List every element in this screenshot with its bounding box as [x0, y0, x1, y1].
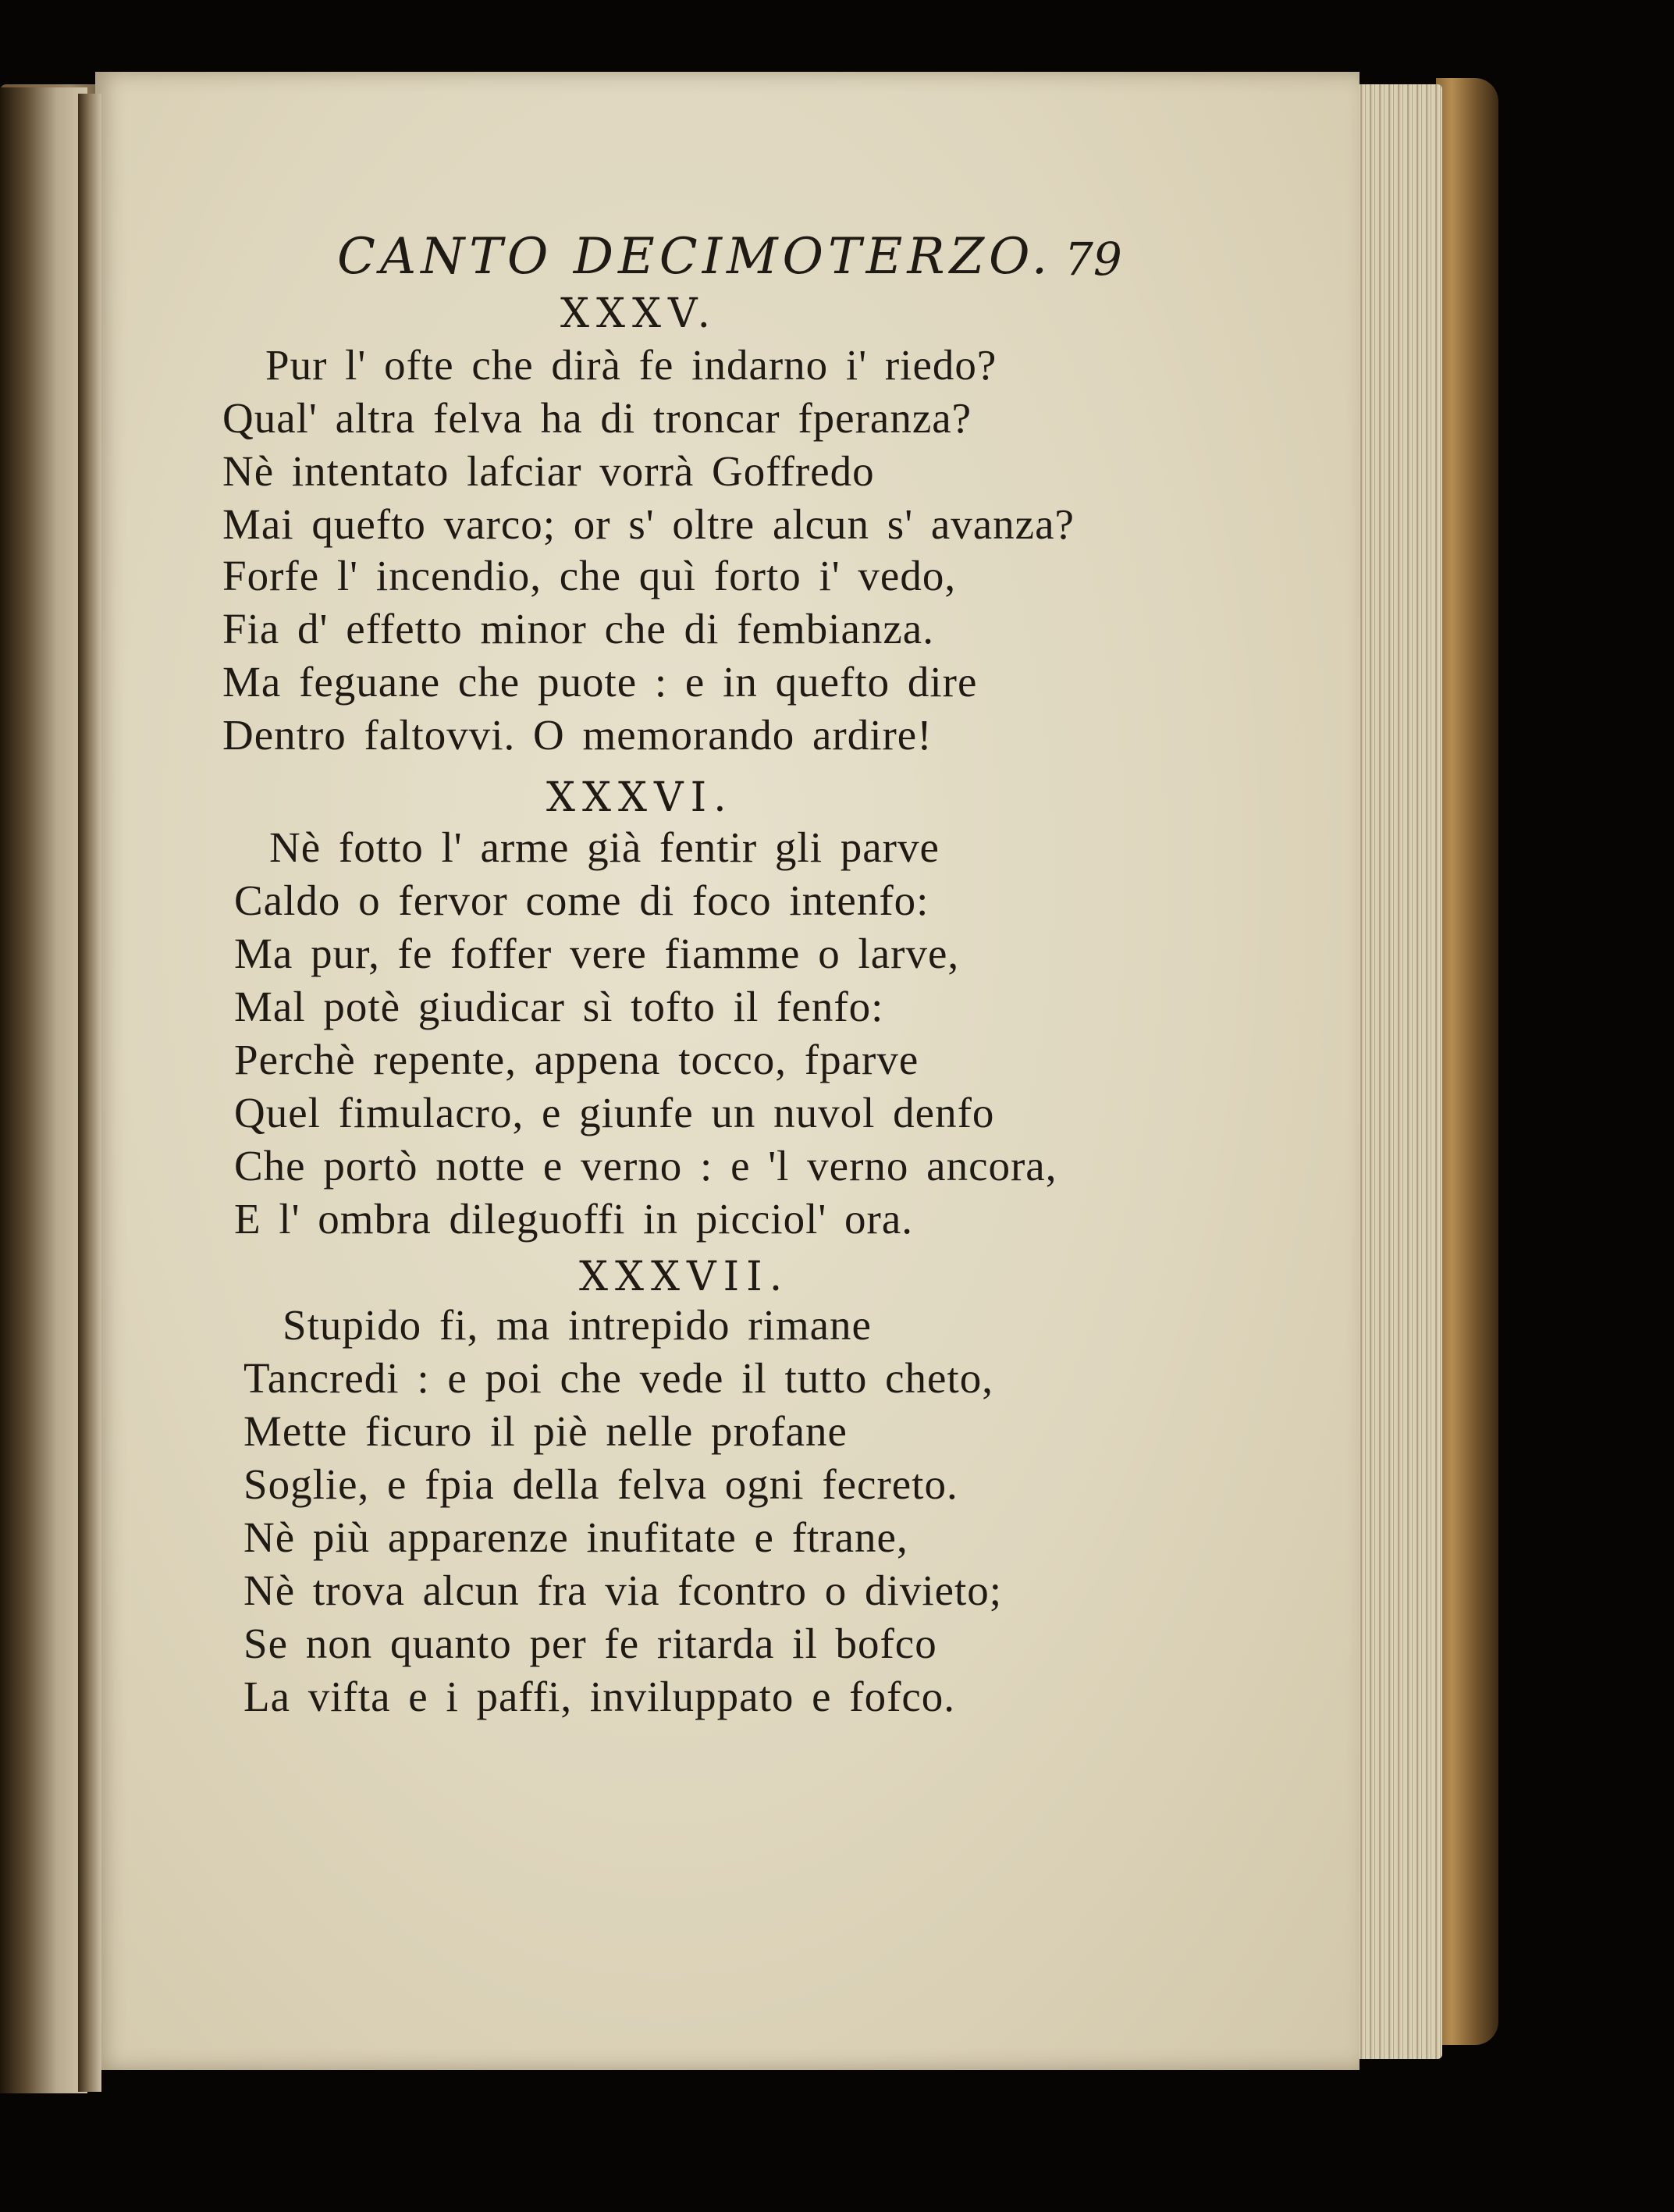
verse-line: Mai quefto varco; or s' oltre alcun s' avanza? [222, 500, 1075, 548]
verse-line: Ma feguane che puote : e in quefto dire [222, 658, 978, 706]
verse-line: Se non quanto per fe ritarda il bofco [243, 1620, 937, 1667]
verse-line: Caldo o fervor come di foco intenfo: [234, 877, 929, 924]
verse-line: Che portò notte e verno : e 'l verno ancora, [234, 1142, 1057, 1190]
verse-line: Forfe l' incendio, che quì forto i' vedo, [222, 552, 957, 599]
verse-line: Soglie, e fpia della felva ogni fecreto. [243, 1460, 958, 1508]
verse-line: Perchè repente, appena tocco, fparve [234, 1036, 919, 1083]
verse-line: Nè fotto l' arme già fentir gli parve [269, 823, 940, 871]
gutter-shadow [78, 94, 101, 2092]
verse-line: Mal potè giudicar sì tofto il fenfo: [234, 983, 884, 1030]
verse-line: Nè intentato lafciar vorrà Goffredo [222, 447, 875, 495]
stanza-number: XXXV. [560, 290, 718, 337]
verse-line: Qual' altra felva ha di troncar fperanza? [222, 394, 972, 442]
verse-line: Quel fimulacro, e giunfe un nuvol denfo [234, 1089, 995, 1136]
verse-line: Fia d' effetto minor che di fembianza. [222, 605, 934, 653]
verse-line: Stupido fi, ma intrepido rimane [283, 1301, 872, 1349]
running-head: CANTO DECIMOTERZO. [337, 228, 1053, 286]
verse-line: Nè trova alcun fra via fcontro o divieto; [243, 1567, 1003, 1614]
verse-line: Pur l' ofte che dirà fe indarno i' riedo? [265, 341, 997, 389]
left-page-edge [0, 87, 87, 2093]
verse-line: Ma pur, fe foffer vere fiamme o larve, [234, 930, 960, 977]
stanza-number: XXXVI. [546, 774, 734, 821]
verse-line: Mette ficuro il piè nelle profane [243, 1407, 848, 1455]
verse-line: Nè più apparenze inufitate e ftrane, [243, 1513, 908, 1561]
page-number: 79 [1064, 233, 1122, 286]
stanza-number: XXXVII. [579, 1254, 790, 1300]
verse-line: La vifta e i paffi, inviluppato e fofco. [243, 1673, 956, 1720]
book-binding [1436, 78, 1498, 2045]
page-edges [1356, 84, 1442, 2059]
verse-line: Dentro faltovvi. O memorando ardire! [222, 711, 933, 759]
verse-line: Tancredi : e poi che vede il tutto cheto, [243, 1354, 993, 1402]
verse-line: E l' ombra dileguoffi in picciol' ora. [234, 1195, 914, 1243]
